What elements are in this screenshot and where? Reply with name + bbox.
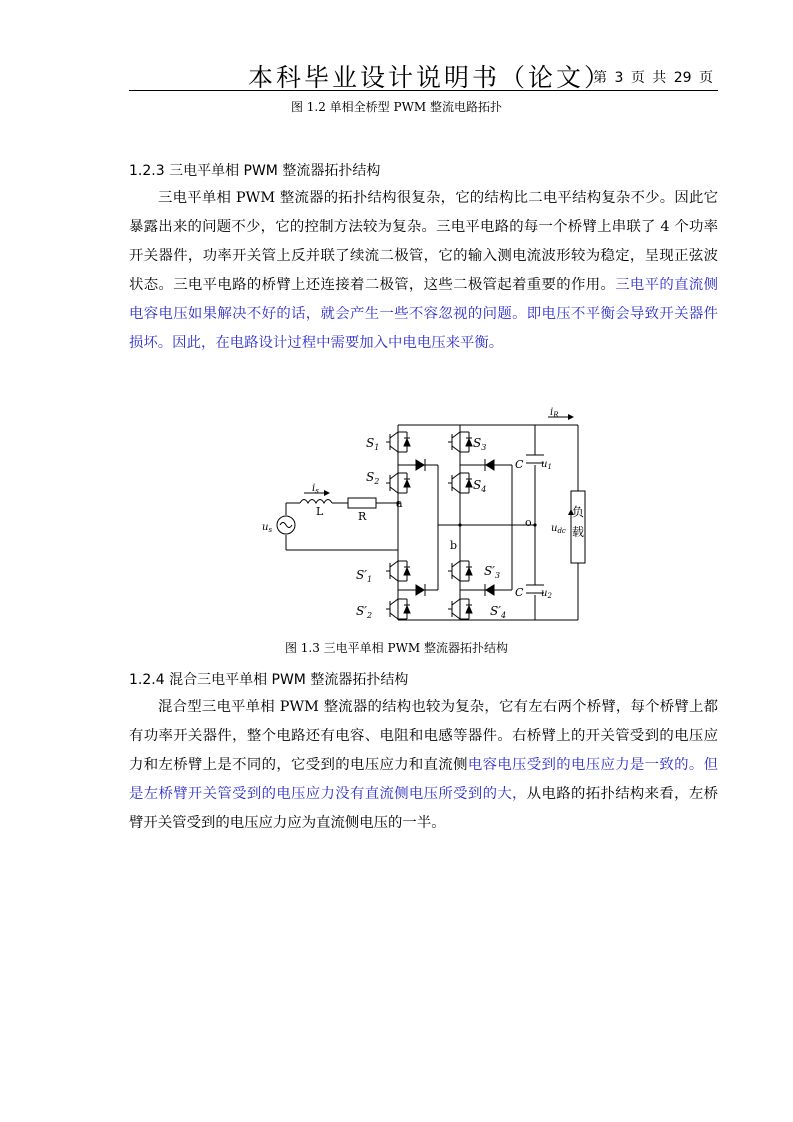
label-u1: $u_1$ (541, 459, 552, 471)
header-rule (129, 90, 718, 91)
section-1-2-3-paragraph (129, 184, 718, 358)
figure-1-2-caption: 图 1.2 单相全桥型 PWM 整流电路拓扑 (290, 100, 503, 114)
highlighted-text: 三电平的直流侧电容电压如果解决不好的话，就会产生一些不容忽视的问题。即电压不平衡会导致开关器件损坏。因此，在电路设计过程中需要加入中电电压来平衡。 (129, 277, 718, 351)
label-s1: $S_1$ (366, 436, 380, 452)
label-inductor: L (316, 505, 324, 518)
figure-1-3-caption: 图 1.3 三电平单相 PWM 整流器拓扑结构 (284, 641, 509, 655)
label-us: $u_s$ (262, 522, 273, 534)
label-u2: $u_2$ (541, 588, 552, 600)
label-node-b: b (450, 539, 458, 552)
label-is: $i_s$ (312, 483, 319, 495)
label-udc: $u_{dc}$ (551, 523, 566, 535)
label-s4-prime: $S'_4$ (490, 604, 507, 620)
label-s2-prime: $S'_2$ (356, 604, 373, 620)
label-ir: $i_R$ (550, 407, 559, 419)
highlighted-text: 电容电压受到的电压应力是一致的。但是左桥臂开关管受到的电压应力没有直流侧电压所受到的大， (129, 757, 718, 802)
paragraph-tail: 从电路的拓扑结构来看，左桥臂开关管受到的电压应力应为直流侧电压的一半。 (129, 786, 718, 831)
label-node-a: a (396, 497, 403, 510)
label-c2: C (515, 586, 524, 599)
label-s4: $S_4$ (473, 478, 487, 494)
label-resistor: R (358, 510, 367, 523)
page-number: 第 3 页 共 29 页 (593, 70, 713, 86)
label-s2: $S_2$ (366, 470, 380, 486)
paragraph-text: 混合型三电平单相 PWM 整流器的结构也较为复杂，它有左右两个桥臂，每个桥臂上都有功率开关器件，整个电路还有电容、电阻和电感等器件。右桥臂上的开关管受到的电压应力和左桥臂上是不同的，它受到的电压应力和直流侧 (129, 699, 718, 773)
label-s3: $S_3$ (473, 436, 487, 452)
section-1-2-4-heading: 1.2.4 混合三电平单相 PWM 整流器拓扑结构 (129, 672, 409, 688)
label-load-2: 载 (572, 525, 585, 539)
label-c1: C (515, 458, 524, 471)
paragraph-text: 三电平单相 PWM 整流器的拓扑结构很复杂，它的结构比二电平结构复杂不少。因此它暴露出来的问题不少，它的控制方法较为复杂。三电平电路的每一个桥臂上串联了 4 个功率开关器件，功率开关管上反并联了续流二极管，它的输入测电流波形较为稳定，呈现正弦波状态。三电平电路的桥臂上还连接着二极管，这些二极管起着重要的作用。 (129, 190, 718, 293)
page-header (0, 58, 793, 92)
label-load-1: 负 (572, 505, 585, 519)
three-level-rectangifier-diagram (250, 403, 600, 635)
thesis-title: 本科毕业设计说明书（论文） (248, 63, 613, 92)
section-1-2-4-paragraph (129, 693, 718, 838)
label-node-o: o (525, 516, 532, 529)
section-1-2-3-heading: 1.2.3 三电平单相 PWM 整流器拓扑结构 (129, 163, 381, 179)
label-s1-prime: $S'_1$ (356, 568, 373, 584)
figure-1-3-circuit (250, 403, 600, 635)
label-s3-prime: $S'_3$ (484, 564, 501, 580)
